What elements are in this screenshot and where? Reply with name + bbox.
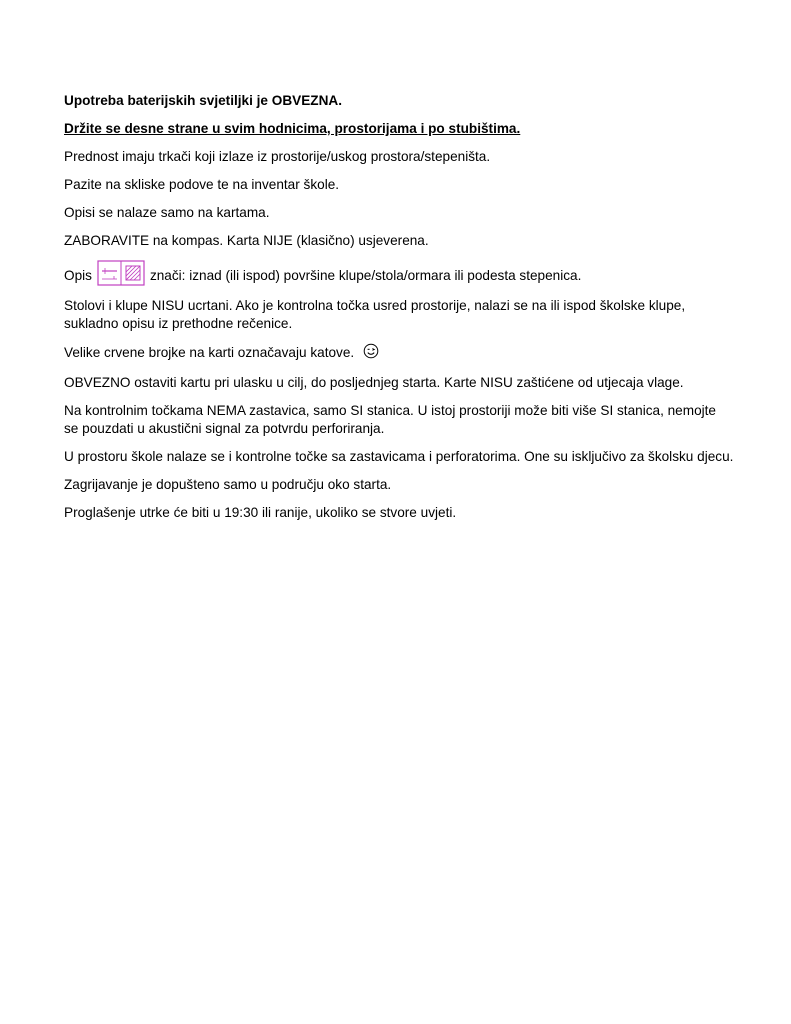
paragraph-floors (64, 343, 734, 364)
paragraph-ceremony: Proglašenje utrke će biti u 19:30 ili ranije, ukoliko se stvore uvjeti. (64, 505, 457, 520)
paragraph-leave-map: OBVEZNO ostaviti kartu pri ulasku u cilj, do posljednjeg starta. Karte NISU zaštićene od utjecaja vlage. (64, 375, 684, 390)
paragraph-keep-right: Držite se desne strane u svim hodnicima, prostorijama i po stubištima. (64, 121, 521, 136)
paragraph-slippery-floors: Pazite na skliske podove te na inventar škole. (64, 177, 340, 192)
paragraph-school-controls: U prostoru škole nalaze se i kontrolne točke sa zastavicama i perforatorima. One su isključivo za školsku djecu. (64, 449, 734, 464)
paragraph-tables-not-drawn: Stolovi i klupe NISU ucrtani. Ako je kontrolna točka usred prostorije, nalazi se na ili ispod školske klupe, sukladno opisu iz prethodne rečenice. (64, 298, 686, 331)
symbol-line-prefix: Opis (64, 267, 92, 283)
floors-text: Velike crvene brojke na karti označavaju katove. (64, 345, 355, 361)
control-description-symbol-icon (97, 260, 145, 291)
paragraph-compass: ZABORAVITE na kompas. Karta NIJE (klasično) usjeverena. (64, 233, 429, 248)
paragraph-descriptions-on-maps: Opisi se nalaze samo na kartama. (64, 205, 270, 220)
paragraph-flashlights-mandatory: Upotreba baterijskih svjetiljki je OBVEZNA. (64, 93, 342, 108)
document-content (64, 92, 734, 532)
paragraph-no-flags: Na kontrolnim točkama NEMA zastavica, samo SI stanica. U istoj prostoriji može biti više SI stanica, nemojte se pouzdati u akustični signal za potvrdu perforiranja. (64, 403, 716, 436)
symbol-explanation-line (64, 260, 734, 291)
symbol-line-suffix: znači: iznad (ili ispod) površine klupe/stola/ormara ili podesta stepenica. (149, 267, 582, 283)
paragraph-priority: Prednost imaju trkači koji izlaze iz prostorije/uskog prostora/stepeništa. (64, 149, 491, 164)
paragraph-warmup: Zagrijavanje je dopušteno samo u području oko starta. (64, 477, 392, 492)
winking-smiley-icon (363, 343, 379, 364)
